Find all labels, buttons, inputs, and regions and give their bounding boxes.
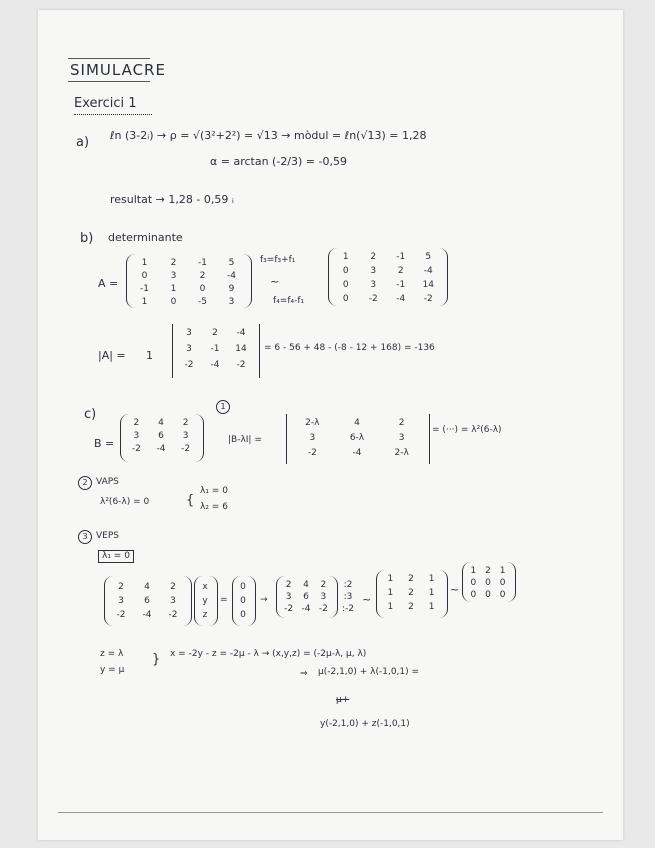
vector-cell: 0 [240, 596, 246, 606]
part-a-result: resultat → 1,28 - 0,59 ᵢ [110, 193, 234, 206]
matrix-cell: 1 [141, 297, 148, 307]
part-b-label: b) [80, 231, 94, 246]
matrix-cell: -2 [318, 604, 328, 614]
exercise-underline [74, 111, 152, 115]
matrix-cell: -1 [396, 280, 406, 290]
implies-mark: ⇒ [300, 669, 308, 679]
matrix-cell: 2 [212, 328, 218, 338]
brace: { [186, 493, 195, 508]
bottom-rule [58, 812, 603, 813]
matrix-cell: 14 [235, 344, 247, 354]
vector-cell: z [202, 610, 208, 620]
equivalence-sign: ~ [270, 275, 280, 288]
step-1-marker: 1 [216, 400, 230, 414]
matrix-cell: -4 [301, 604, 311, 614]
matrix-cell: 4 [144, 582, 150, 592]
matrix-cell: -4 [142, 610, 152, 620]
matrix-cell: 0 [470, 578, 477, 588]
matrix-cell: 3 [309, 433, 316, 443]
matrix-cell: -2 [168, 610, 178, 620]
eigenvalue-1: λ₁ = 0 [200, 486, 228, 496]
final-eigenvectors: y(-2,1,0) + z(-1,0,1) [320, 719, 410, 729]
arrow: → [260, 595, 268, 605]
char-poly-result: = (···) = λ²(6-λ) [432, 425, 502, 435]
crossed-out-text: μ+ [336, 695, 350, 705]
matrix-cell: 0 [342, 294, 349, 304]
matrix-cell: -1 [198, 258, 207, 268]
matrix-cell: 2-λ [394, 448, 409, 458]
matrix-cell: 6 [303, 592, 309, 602]
system-matrix-cells [108, 582, 186, 620]
x-equation: x = -2y - z = -2μ - λ → (x,y,z) = (-2μ-λ, μ, λ) [170, 649, 367, 659]
row-op-1: f₃=f₃+f₁ [260, 255, 296, 265]
param-y: y = μ [100, 665, 125, 675]
matrix-cell: 2 [285, 580, 292, 590]
title-overline [68, 58, 150, 59]
reduced-matrix-1-cells [380, 574, 442, 612]
boxed-eigenvalue: λ₁ = 0 [98, 550, 134, 563]
equals-sign: = [220, 595, 228, 605]
matrix-cell: 0 [499, 578, 506, 588]
matrix-cell: 2 [320, 580, 327, 590]
matrix-cell: 0 [342, 280, 349, 290]
matrix-cell: 6 [158, 431, 164, 441]
matrix-cell: 3 [170, 271, 177, 281]
row-op-2: f₄=f₄-f₁ [273, 296, 305, 306]
matrix-cell: -2 [236, 360, 246, 370]
step-3-marker: 3 [78, 530, 92, 544]
matrix-cell: 1 [387, 602, 394, 612]
matrix-cell: 1 [387, 588, 394, 598]
char-poly-label: |B-λI| = [228, 435, 262, 445]
matrix-cell: 3 [182, 431, 189, 441]
matrix-cell: 3 [186, 344, 192, 354]
matrix-cell: -2 [307, 448, 317, 458]
matrix-cell: 0 [485, 578, 491, 588]
matrix-cell: 1 [387, 574, 394, 584]
det-minor-cells [176, 328, 254, 370]
row-op: :-2 [341, 604, 354, 614]
equivalence-sign-3: ~ [450, 583, 460, 596]
part-a-label: a) [76, 135, 90, 150]
matrix-cell: 1 [170, 284, 177, 294]
matrix-b-label: B = [94, 437, 115, 450]
matrix-cell: -2 [184, 360, 194, 370]
matrix-cell: 2 [485, 566, 491, 576]
matrix-cell: 9 [228, 284, 235, 294]
page-title: SIMULACRE [70, 61, 166, 79]
matrix-cell: 3 [186, 328, 192, 338]
vector-cell: y [202, 596, 208, 606]
matrix-cell: 4 [354, 418, 360, 428]
step-2-marker: 2 [78, 476, 92, 490]
matrix-cell: 3 [285, 592, 292, 602]
char-equation: λ²(6-λ) = 0 [100, 497, 150, 507]
row-scaling-ops [338, 580, 358, 614]
matrix-cell: -4 [210, 360, 220, 370]
part-a-line2: α = arctan (-2/3) = -0,59 [210, 155, 347, 168]
matrix-cell: 2 [170, 258, 177, 268]
vector-cell: 0 [240, 610, 246, 620]
matrix-cell: 2 [199, 271, 206, 281]
zero-vector-cells [234, 582, 252, 620]
matrix-cell: 3 [370, 280, 377, 290]
part-b-subtitle: determinante [108, 231, 183, 244]
vector-cell: x [202, 582, 208, 592]
eigenvalue-2: λ₂ = 6 [200, 502, 228, 512]
param-z: z = λ [100, 649, 124, 659]
row-op: :2 [343, 580, 353, 590]
matrix-cell: 6 [144, 596, 150, 606]
matrix-cell: 2-λ [305, 418, 320, 428]
matrix-cell: -4 [352, 448, 362, 458]
row-op: :3 [343, 592, 353, 602]
matrix-cell: 4 [303, 580, 309, 590]
matrix-cell: 2 [118, 582, 124, 592]
matrix-cell: 3 [320, 592, 327, 602]
matrix-cell: 14 [422, 280, 434, 290]
matrix-cell: 2 [170, 582, 176, 592]
veps-heading: VEPS [96, 531, 119, 541]
matrix-cell: 0 [199, 284, 206, 294]
matrix-a-label: A = [98, 277, 119, 290]
matrix-cell: 0 [470, 590, 477, 600]
matrix-cell: -2 [368, 294, 378, 304]
char-matrix-cells [290, 418, 424, 458]
matrix-cell: 1 [342, 252, 349, 262]
equivalence-sign-2: ~ [362, 593, 372, 606]
matrix-cell: 1 [141, 258, 148, 268]
brace-2: } [152, 652, 161, 667]
reduced-matrix-2-cells [466, 566, 510, 600]
matrix-cell: -2 [181, 444, 191, 454]
matrix-cell: 1 [428, 602, 435, 612]
matrix-cell: 2 [408, 588, 414, 598]
matrix-a-cells [130, 258, 246, 307]
matrix-cell: -5 [198, 297, 207, 307]
det-a-label: |A| = [98, 349, 126, 362]
matrix-cell: 2 [133, 418, 140, 428]
vaps-heading: VAPS [96, 477, 119, 487]
matrix-cell: 5 [228, 258, 235, 268]
matrix-cell: -1 [210, 344, 220, 354]
matrix-cell: 2 [398, 418, 405, 428]
paper-page [38, 10, 623, 840]
matrix-cell: 2 [397, 266, 404, 276]
matrix-cell: 6-λ [349, 433, 365, 443]
matrix-cell: -2 [284, 604, 294, 614]
matrix-cell: 1 [428, 588, 435, 598]
matrix-cell: 2 [408, 574, 414, 584]
augmented-matrix-cells [280, 580, 332, 614]
matrix-cell: 2 [408, 602, 414, 612]
matrix-b-cells [124, 418, 198, 454]
linear-combination: μ(-2,1,0) + λ(-1,0,1) = [318, 667, 420, 677]
matrix-a-reduced-cells [332, 252, 442, 304]
matrix-cell: 3 [170, 596, 176, 606]
matrix-cell: 4 [158, 418, 164, 428]
matrix-cell: 2 [370, 252, 377, 262]
title-underline [68, 81, 150, 82]
part-c-label: c) [84, 407, 97, 422]
matrix-cell: 3 [398, 433, 405, 443]
matrix-cell: 2 [182, 418, 189, 428]
matrix-cell: -2 [423, 294, 433, 304]
matrix-cell: 1 [470, 566, 477, 576]
part-a-line1: ℓn (3-2ᵢ) → ρ = √(3²+2²) = √13 → mòdul = ℓn(√13) = 1,28 [110, 129, 427, 142]
matrix-cell: -2 [131, 444, 141, 454]
exercise-heading: Exercici 1 [74, 96, 137, 111]
matrix-cell: -1 [140, 284, 149, 294]
matrix-cell: 0 [485, 590, 491, 600]
matrix-cell: 0 [342, 266, 349, 276]
matrix-cell: -4 [236, 328, 246, 338]
matrix-cell: 3 [228, 297, 235, 307]
matrix-cell: 0 [170, 297, 177, 307]
matrix-cell: 1 [428, 574, 435, 584]
xyz-vector-cells [196, 582, 214, 620]
matrix-cell: -4 [156, 444, 166, 454]
matrix-cell: 3 [133, 431, 140, 441]
matrix-cell: -4 [423, 266, 433, 276]
matrix-cell: 0 [499, 590, 506, 600]
det-a-factor: 1 [146, 349, 153, 362]
det-a-result: = 6 - 56 + 48 - (-8 - 12 + 168) = -136 [264, 343, 435, 353]
matrix-cell: 1 [499, 566, 506, 576]
matrix-cell: -4 [396, 294, 406, 304]
matrix-cell: 3 [370, 266, 377, 276]
matrix-cell: -1 [396, 252, 406, 262]
matrix-cell: 3 [118, 596, 124, 606]
matrix-cell: -4 [227, 271, 236, 281]
vector-cell: 0 [240, 582, 246, 592]
matrix-cell: -2 [116, 610, 126, 620]
matrix-cell: 0 [141, 271, 148, 281]
matrix-cell: 5 [425, 252, 432, 262]
